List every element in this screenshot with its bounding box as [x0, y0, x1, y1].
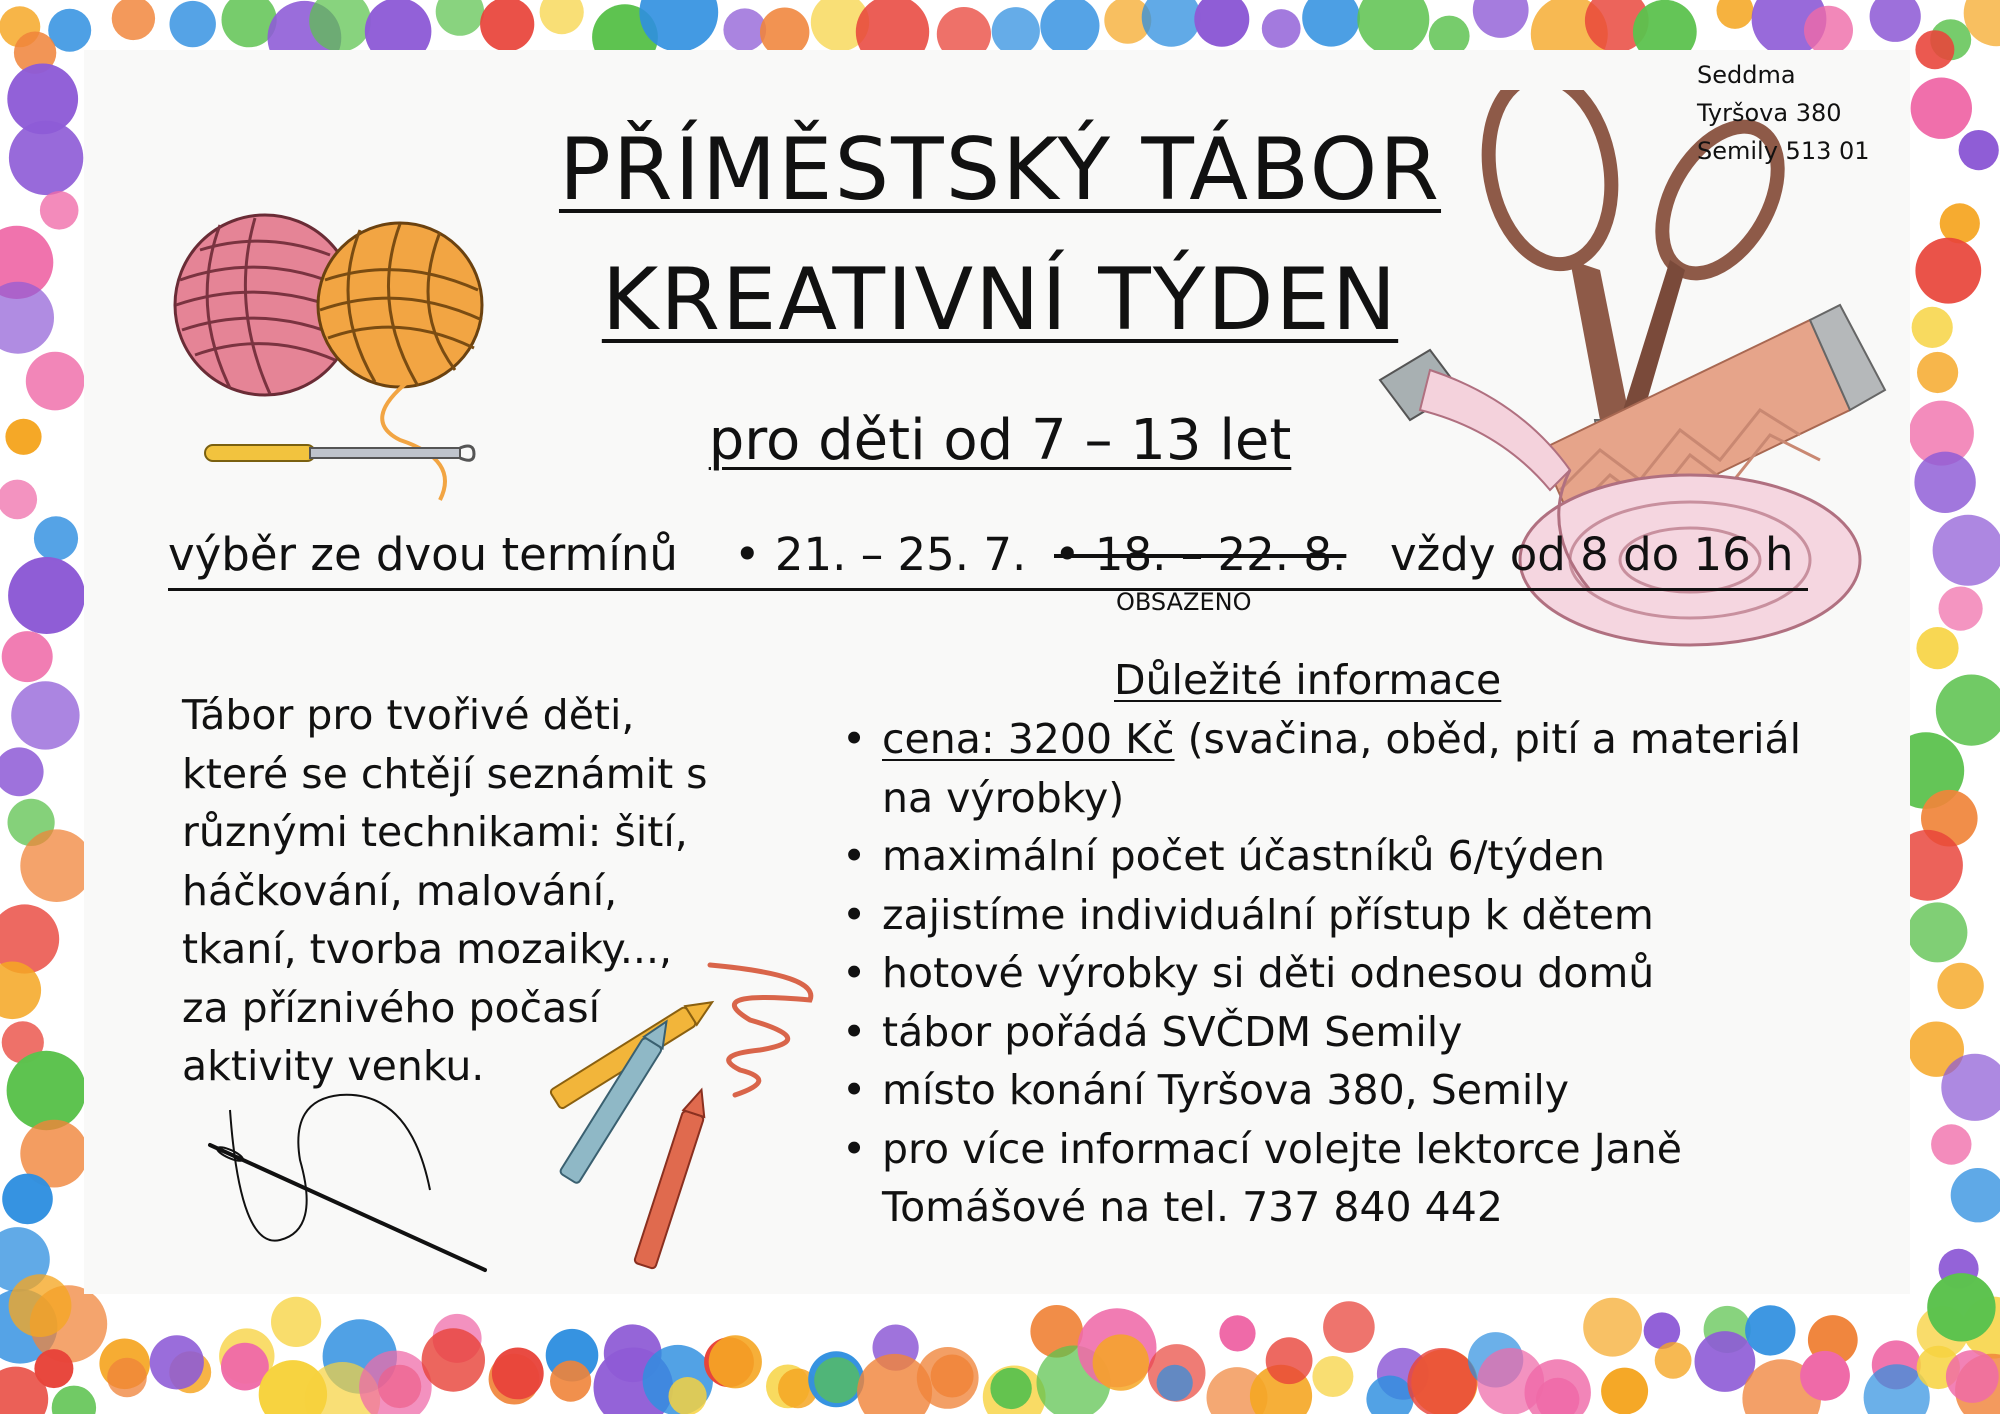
confetti-dot	[170, 1, 216, 47]
confetti-dot	[1219, 1315, 1255, 1351]
info-item: • místo konání Tyršova 380, Semily	[842, 1061, 1842, 1120]
term-2-crossed: • 18. – 22. 8.	[1054, 528, 1347, 581]
confetti-dot	[1915, 30, 1954, 69]
confetti-dot	[1939, 587, 1983, 631]
price-label	[882, 715, 1175, 763]
confetti-dot	[1583, 1298, 1642, 1357]
description-line: tkaní, tvorba mozaiky...,	[182, 925, 673, 973]
confetti-dot	[1933, 515, 2000, 586]
description-line: háčkování, malování,	[182, 866, 618, 915]
confetti-dot	[1717, 0, 1754, 29]
info-list	[842, 710, 1842, 1237]
description-line: aktivity venku.	[182, 1042, 485, 1090]
info-item: • maximální počet účastníků 6/týden	[842, 827, 1842, 886]
confetti-dot	[1870, 0, 1921, 42]
address-line-2: Tyršova 380	[1697, 99, 1842, 127]
confetti-dot	[422, 1328, 485, 1391]
confetti-dot	[9, 1274, 72, 1337]
occupied-note: OBSAZENO	[1116, 588, 1252, 616]
terms-intro: výběr ze dvou termínů	[168, 528, 678, 581]
confetti-dot	[1473, 0, 1529, 38]
confetti-dot	[1946, 1350, 1999, 1403]
camp-description	[182, 686, 782, 1096]
confetti-dot	[11, 681, 79, 749]
confetti-dot	[480, 0, 534, 51]
age-range: pro děti od 7 – 13 let	[708, 408, 1292, 473]
confetti-dot	[814, 1357, 860, 1403]
info-item: • zajistíme individuální přístup k dětem	[842, 886, 1842, 945]
confetti-dot	[1262, 9, 1301, 48]
confetti-dot	[26, 352, 85, 411]
confetti-dot	[1157, 1365, 1193, 1401]
confetti-dot	[990, 1368, 1031, 1409]
red-crayon-icon	[634, 1086, 712, 1269]
confetti-dot	[112, 0, 155, 40]
confetti-dot	[52, 1386, 96, 1414]
confetti-dot	[1931, 1124, 1971, 1164]
confetti-dot	[1927, 1273, 1995, 1341]
confetti-dot	[1800, 1351, 1850, 1401]
terms-time: vždy od 8 do 16 h	[1390, 528, 1794, 581]
address-line-3: Semily 513 01	[1697, 137, 1870, 165]
info-item: • pro více informací volejte lektorce Janě Tomášové na tel. 737 840 442	[842, 1120, 1782, 1237]
confetti-dot	[1917, 352, 1958, 393]
confetti-dot	[540, 0, 584, 34]
confetti-dot	[1312, 1356, 1353, 1397]
confetti-dot	[34, 516, 78, 560]
confetti-dot	[492, 1348, 544, 1400]
confetti-dot	[1936, 675, 2000, 746]
confetti-dot	[2, 1174, 53, 1225]
confetti-dot	[1745, 1305, 1795, 1355]
confetti-dot	[150, 1335, 204, 1389]
confetti-dot	[20, 829, 93, 902]
terms-row	[168, 528, 1808, 591]
confetti-dot	[550, 1361, 591, 1402]
description-line: různými technikami: šití,	[182, 808, 688, 856]
confetti-dot	[107, 1358, 147, 1398]
confetti-dot	[1937, 963, 1983, 1009]
confetti-dot	[1093, 1334, 1149, 1390]
confetti-dot	[931, 1355, 974, 1398]
confetti-dot	[1142, 0, 1201, 47]
confetti-dot	[723, 8, 766, 51]
info-heading: Důležité informace	[1114, 656, 1502, 704]
address-line-1: Seddma	[1697, 61, 1796, 89]
confetti-dot	[0, 747, 44, 796]
page-title-line-1: PŘÍMĚSTSKÝ TÁBOR	[558, 120, 1442, 220]
confetti-dot	[1916, 627, 1958, 669]
confetti-dot	[0, 480, 37, 520]
info-item: • tábor pořádá SVČDM Semily	[842, 1003, 1842, 1062]
price-details: (svačina, oběd, pití a materiál na výrobky)	[882, 715, 1802, 822]
price-text: cena: 3200 Kč	[882, 715, 1175, 763]
confetti-dot	[2, 631, 53, 682]
confetti-dot	[1804, 6, 1853, 55]
info-item-price	[842, 710, 1842, 827]
confetti-dot	[1357, 0, 1429, 55]
confetti-dot	[1951, 1168, 2000, 1222]
confetti-dot	[34, 1349, 73, 1388]
confetti-dot	[8, 557, 85, 634]
confetti-dot	[1323, 1301, 1375, 1353]
confetti-dot	[992, 7, 1040, 55]
confetti-dot	[1266, 1337, 1313, 1384]
confetti-dot	[436, 0, 484, 36]
description-line: Tábor pro tvořivé děti,	[182, 691, 635, 739]
confetti-dot	[1302, 0, 1360, 47]
confetti-dot	[669, 1377, 707, 1414]
description-line: za příznivého počasí	[182, 983, 600, 1032]
term-1: • 21. – 25. 7.	[734, 528, 1027, 581]
confetti-dot	[1194, 0, 1249, 47]
description-line: které se chtějí seznámit s	[182, 749, 708, 798]
confetti-dot	[1040, 0, 1099, 55]
confetti-dot	[709, 1335, 762, 1388]
confetti-dot	[1601, 1368, 1648, 1414]
confetti-dot	[7, 1051, 86, 1130]
confetti-dot	[271, 1297, 321, 1347]
page-title-line-2: KREATIVNÍ TÝDEN	[601, 250, 1399, 350]
needle-thread-illustration	[200, 1090, 500, 1280]
info-item: • hotové výrobky si děti odnesou domů	[842, 944, 1842, 1003]
confetti-dot	[1907, 902, 1967, 962]
confetti-dot	[1655, 1342, 1692, 1379]
